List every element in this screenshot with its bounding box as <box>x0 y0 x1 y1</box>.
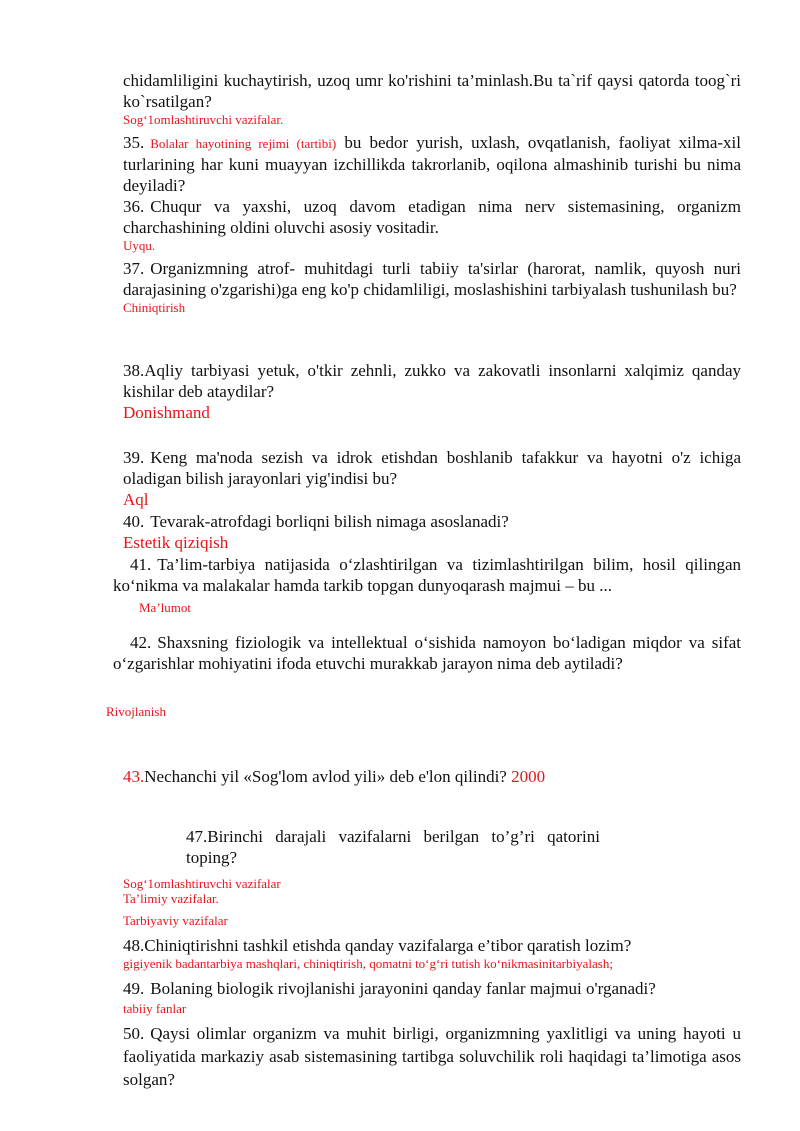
answer-text: Aql <box>123 490 149 509</box>
question-42 <box>113 632 741 674</box>
question-text: Ta’lim-tarbiya natijasida o‘zlashtirilgan va tizimlashtirilgan bilim, hosil qilingan ko‘nikma va malakalar hamda tarkib topgan dunyoqarash majmui – bu ... <box>113 555 741 595</box>
answer-text: Rivojlanish <box>106 704 166 719</box>
question-text: Nechanchi yil «Sog'lom avlod yili» deb e'lon qilindi? <box>144 767 507 786</box>
question-number: 40. <box>123 512 145 531</box>
question-text: Birinchi darajali vazifalarni berilgan to’g’ri qatorini toping? <box>186 827 600 867</box>
question-text: Qaysi olimlar organizm va muhit birligi, organizmning yaxlitligi va uning hayoti u faoliyatida markaziy asab sistemasining tartibga soluvchilik roli haqidagi ta’limotiga asos solgan? <box>123 1024 741 1089</box>
question-34-continued <box>123 70 741 127</box>
question-35 <box>123 132 741 196</box>
question-number: 50. <box>123 1024 145 1043</box>
question-number: 38. <box>123 361 145 380</box>
answer-text: Estetik qiziqish <box>123 533 229 552</box>
question-number: 37. <box>123 259 145 278</box>
answer-text: Chiniqtirish <box>123 300 186 315</box>
question-text: Aqliy tarbiyasi yetuk, o'tkir zehnli, zukko va zakovatli insonlarni xalqimiz qanday kishilar deb ataydilar? <box>123 361 741 401</box>
question-50 <box>123 1022 741 1091</box>
question-number: 36. <box>123 197 145 216</box>
question-text: Organizmning atrof- muhitdagi turli tabiiy ta'sirlar (harorat, namlik, quyosh nuri darajasining o'zgarishi)ga eng ko'p chidamliligi, moslashishini tarbiyalash tushunilash bu? <box>123 259 741 299</box>
answer-text: 2000 <box>511 767 546 786</box>
question-number: 42. <box>130 633 152 652</box>
question-43 <box>123 766 741 787</box>
answer-option-2: Ta’limiy vazifalar. <box>123 891 219 906</box>
answer-inline: Bolalar hayotining rejimi (tartibi) <box>150 136 337 151</box>
question-text: Chiniqtirishni tashkil etishda qanday vazifalarga e’tibor qaratish lozim? <box>144 936 632 955</box>
question-47-answers <box>123 876 741 928</box>
answer-text: Uyqu. <box>123 238 156 253</box>
question-47 <box>186 826 600 868</box>
question-41 <box>113 554 741 615</box>
question-38 <box>123 360 741 423</box>
question-number: 47. <box>186 827 208 846</box>
question-text: Shaxsning fiziologik va intellektual o‘sishida namoyon bo‘ladigan miqdor va sifat o‘zgarishlar mohiyatini ifoda etuvchi murakkab jarayon nima deb aytiladi? <box>113 633 741 673</box>
question-39 <box>123 447 741 510</box>
question-text: Tevarak-atrofdagi borliqni bilish nimaga asoslanadi? <box>150 512 509 531</box>
question-text: Keng ma'noda sezish va idrok etishdan boshlanib tafakkur va hayotni o'z ichiga oladigan bilish jarayonlari yig'indisi bu? <box>123 448 741 488</box>
question-number: 35. <box>123 133 145 152</box>
question-number: 41. <box>130 555 152 574</box>
question-number: 43. <box>123 767 145 786</box>
question-number: 48. <box>123 936 145 955</box>
question-text: Chuqur va yaxshi, uzoq davom etadigan nima nerv sistemasining, organizm charchashining oldini oluvchi asosiy vositadir. <box>123 197 741 237</box>
question-text: bu bedor yurish, uxlash, ovqatlanish, faoliyat xilma-xil turlarining har kuni muayyan izchillikda takrorlanib, oqilona almashinib turishi bu nima deyiladi? <box>123 133 741 195</box>
answer-text: Donishmand <box>123 403 210 422</box>
question-37 <box>123 258 741 315</box>
question-text: chidamliligini kuchaytirish, uzoq umr ko'rishini ta’minlash.Bu ta`rif qaysi qatorda toog`ri ko`rsatilgan? <box>123 71 741 111</box>
question-36 <box>123 196 741 253</box>
answer-text: tabiiy fanlar <box>123 1001 187 1016</box>
answer-option-3: Tarbiyaviy vazifalar <box>123 913 228 928</box>
question-48 <box>123 935 741 971</box>
answer-option-1: Sog‘1omlashtiruvchi vazifalar <box>123 876 281 891</box>
question-49 <box>123 978 741 1016</box>
answer-text: gigiyenik badantarbiya mashqlari, chiniqtirish, qomatni to‘g‘ri tutish ko‘nikmasinitarbiyalash; <box>123 956 613 971</box>
answer-text: Ma’lumot <box>139 600 191 615</box>
question-number: 49. <box>123 979 145 998</box>
question-number: 39. <box>123 448 145 467</box>
answer-text: Sog‘1omlashtiruvchi vazifalar. <box>123 112 284 127</box>
question-text: Bolaning biologik rivojlanishi jarayonini qanday fanlar majmui o'rganadi? <box>150 979 656 998</box>
question-40 <box>123 511 741 553</box>
